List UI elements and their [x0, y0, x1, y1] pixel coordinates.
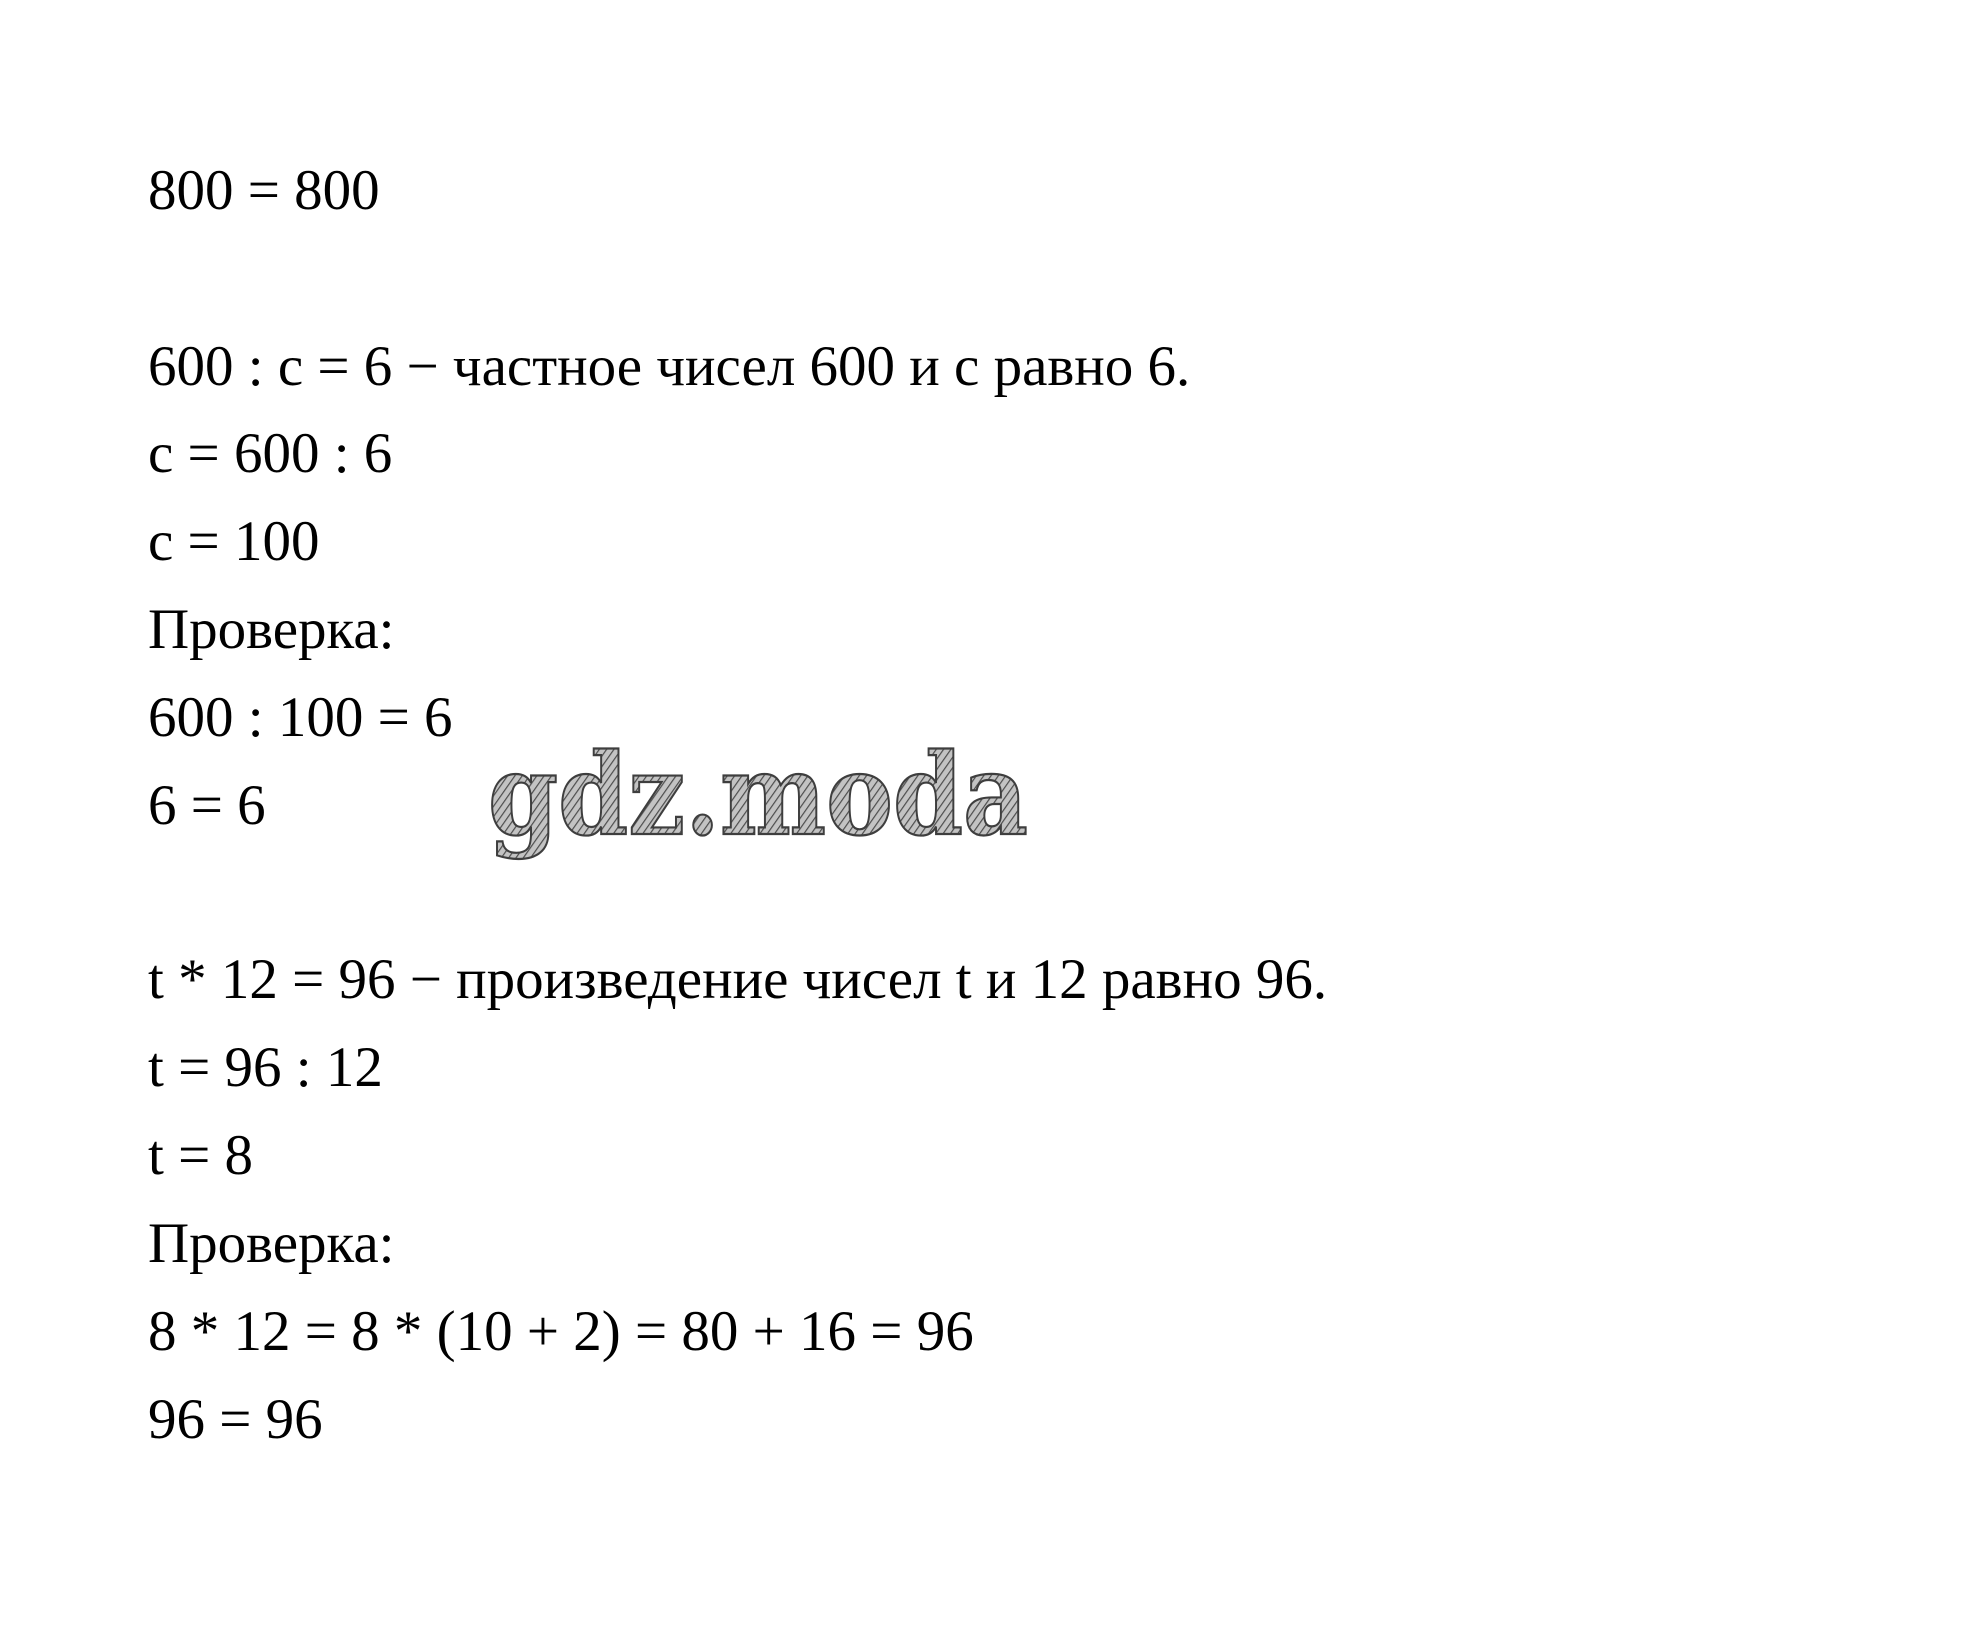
- equation-line: t = 8: [148, 1124, 253, 1187]
- equation-line: 800 = 800: [148, 159, 380, 222]
- watermark-text: gdz.moda: [488, 738, 1028, 861]
- equation-line: c = 100: [148, 510, 320, 573]
- watermark-logo: [482, 738, 1042, 873]
- equation-line: 600 : c = 6 − частное чисел 600 и c равно 6.: [148, 335, 1191, 398]
- equation-line: t = 96 : 12: [148, 1036, 383, 1099]
- equation-line: c = 600 : 6: [148, 422, 393, 485]
- equation-line: 8 * 12 = 8 * (10 + 2) = 80 + 16 = 96: [148, 1300, 974, 1363]
- check-label: Проверка:: [148, 598, 395, 661]
- equation-line: 600 : 100 = 6: [148, 686, 453, 749]
- equation-line: 6 = 6: [148, 774, 266, 837]
- equation-line: 96 = 96: [148, 1388, 323, 1451]
- check-label: Проверка:: [148, 1212, 395, 1275]
- equation-line: t * 12 = 96 − произведение чисел t и 12 равно 96.: [148, 948, 1328, 1011]
